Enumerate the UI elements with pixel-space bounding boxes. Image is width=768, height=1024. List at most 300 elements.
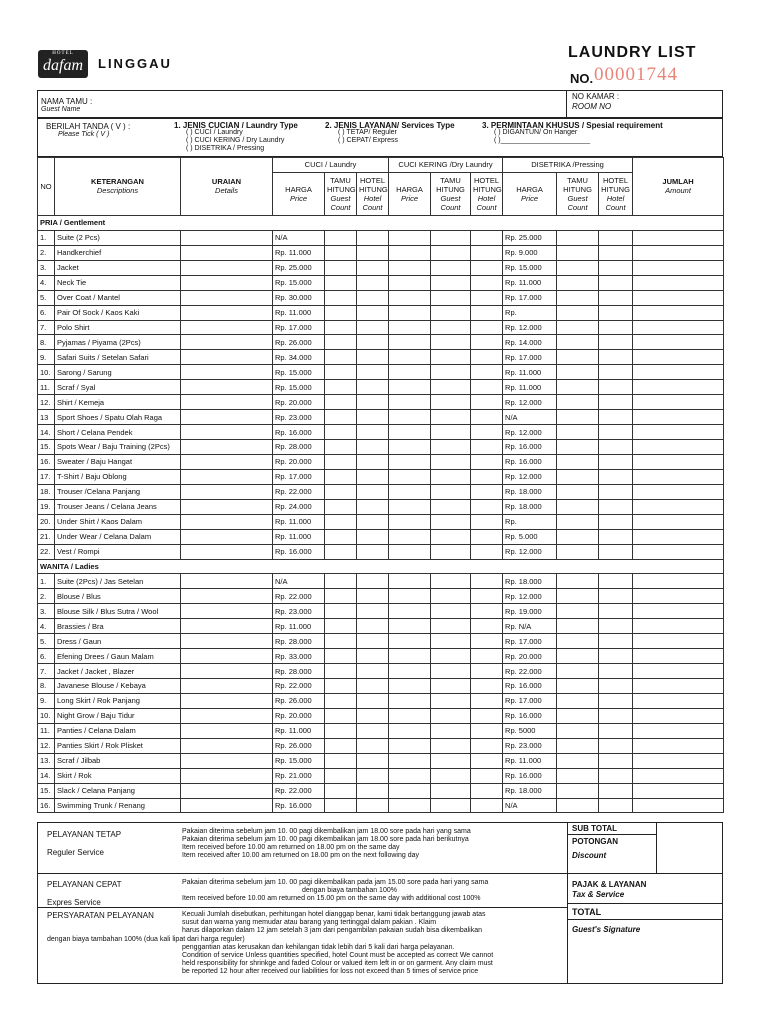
pressing-guest-count[interactable] — [557, 738, 599, 753]
dry-hotel-count[interactable] — [471, 589, 503, 604]
service-type-option[interactable]: ( ) TETAP/ Reguler — [338, 129, 397, 136]
pressing-hotel-count[interactable] — [599, 410, 633, 425]
pressing-hotel-count[interactable] — [599, 320, 633, 335]
dry-guest-count[interactable] — [431, 753, 471, 768]
pressing-guest-count[interactable] — [557, 469, 599, 484]
laundry-guest-count[interactable] — [325, 469, 357, 484]
pressing-guest-count[interactable] — [557, 574, 599, 589]
pressing-hotel-count[interactable] — [599, 484, 633, 499]
laundry-hotel-count[interactable] — [357, 604, 389, 619]
dry-hotel-count[interactable] — [471, 664, 503, 679]
laundry-hotel-count[interactable] — [357, 768, 389, 783]
laundry-hotel-count[interactable] — [357, 634, 389, 649]
laundry-guest-count[interactable] — [325, 395, 357, 410]
details-cell[interactable] — [181, 708, 273, 723]
dry-hotel-count[interactable] — [471, 305, 503, 320]
laundry-guest-count[interactable] — [325, 365, 357, 380]
laundry-hotel-count[interactable] — [357, 290, 389, 305]
laundry-guest-count[interactable] — [325, 574, 357, 589]
details-cell[interactable] — [181, 768, 273, 783]
details-cell[interactable] — [181, 649, 273, 664]
amount-cell[interactable] — [633, 425, 724, 440]
dry-hotel-count[interactable] — [471, 604, 503, 619]
amount-cell[interactable] — [633, 514, 724, 529]
dry-hotel-count[interactable] — [471, 783, 503, 798]
pressing-guest-count[interactable] — [557, 410, 599, 425]
amount-cell[interactable] — [633, 499, 724, 514]
dry-guest-count[interactable] — [431, 708, 471, 723]
laundry-guest-count[interactable] — [325, 634, 357, 649]
dry-hotel-count[interactable] — [471, 425, 503, 440]
amount-cell[interactable] — [633, 260, 724, 275]
pressing-guest-count[interactable] — [557, 753, 599, 768]
pressing-hotel-count[interactable] — [599, 529, 633, 544]
amount-cell[interactable] — [633, 305, 724, 320]
laundry-hotel-count[interactable] — [357, 440, 389, 455]
amount-cell[interactable] — [633, 574, 724, 589]
dry-hotel-count[interactable] — [471, 634, 503, 649]
dry-hotel-count[interactable] — [471, 245, 503, 260]
amount-cell[interactable] — [633, 753, 724, 768]
amount-cell[interactable] — [633, 230, 724, 245]
amount-cell[interactable] — [633, 335, 724, 350]
dry-guest-count[interactable] — [431, 454, 471, 469]
laundry-hotel-count[interactable] — [357, 454, 389, 469]
laundry-guest-count[interactable] — [325, 320, 357, 335]
laundry-hotel-count[interactable] — [357, 664, 389, 679]
details-cell[interactable] — [181, 679, 273, 694]
dry-guest-count[interactable] — [431, 589, 471, 604]
dry-guest-count[interactable] — [431, 365, 471, 380]
laundry-hotel-count[interactable] — [357, 365, 389, 380]
dry-hotel-count[interactable] — [471, 320, 503, 335]
pressing-guest-count[interactable] — [557, 260, 599, 275]
details-cell[interactable] — [181, 335, 273, 350]
details-cell[interactable] — [181, 798, 273, 813]
dry-guest-count[interactable] — [431, 649, 471, 664]
laundry-guest-count[interactable] — [325, 544, 357, 559]
laundry-guest-count[interactable] — [325, 798, 357, 813]
amount-cell[interactable] — [633, 275, 724, 290]
pressing-hotel-count[interactable] — [599, 798, 633, 813]
laundry-guest-count[interactable] — [325, 499, 357, 514]
dry-guest-count[interactable] — [431, 693, 471, 708]
laundry-hotel-count[interactable] — [357, 320, 389, 335]
dry-guest-count[interactable] — [431, 395, 471, 410]
amount-cell[interactable] — [633, 664, 724, 679]
pressing-hotel-count[interactable] — [599, 708, 633, 723]
amount-cell[interactable] — [633, 454, 724, 469]
dry-hotel-count[interactable] — [471, 350, 503, 365]
pressing-guest-count[interactable] — [557, 649, 599, 664]
dry-hotel-count[interactable] — [471, 679, 503, 694]
amount-cell[interactable] — [633, 783, 724, 798]
guest-signature-field[interactable] — [570, 936, 720, 980]
dry-hotel-count[interactable] — [471, 574, 503, 589]
pressing-hotel-count[interactable] — [599, 738, 633, 753]
laundry-hotel-count[interactable] — [357, 395, 389, 410]
pressing-hotel-count[interactable] — [599, 783, 633, 798]
amount-cell[interactable] — [633, 589, 724, 604]
pressing-guest-count[interactable] — [557, 544, 599, 559]
laundry-guest-count[interactable] — [325, 410, 357, 425]
laundry-hotel-count[interactable] — [357, 619, 389, 634]
laundry-hotel-count[interactable] — [357, 469, 389, 484]
pressing-guest-count[interactable] — [557, 514, 599, 529]
laundry-type-option[interactable]: ( ) CUCI / Laundry — [186, 129, 243, 136]
laundry-hotel-count[interactable] — [357, 484, 389, 499]
laundry-guest-count[interactable] — [325, 454, 357, 469]
laundry-hotel-count[interactable] — [357, 783, 389, 798]
amount-cell[interactable] — [633, 410, 724, 425]
laundry-guest-count[interactable] — [325, 335, 357, 350]
laundry-hotel-count[interactable] — [357, 499, 389, 514]
pressing-hotel-count[interactable] — [599, 664, 633, 679]
pressing-guest-count[interactable] — [557, 723, 599, 738]
amount-cell[interactable] — [633, 768, 724, 783]
dry-hotel-count[interactable] — [471, 469, 503, 484]
dry-guest-count[interactable] — [431, 634, 471, 649]
laundry-guest-count[interactable] — [325, 604, 357, 619]
pressing-hotel-count[interactable] — [599, 589, 633, 604]
dry-guest-count[interactable] — [431, 619, 471, 634]
laundry-guest-count[interactable] — [325, 275, 357, 290]
details-cell[interactable] — [181, 425, 273, 440]
dry-hotel-count[interactable] — [471, 454, 503, 469]
pressing-hotel-count[interactable] — [599, 380, 633, 395]
dry-guest-count[interactable] — [431, 230, 471, 245]
details-cell[interactable] — [181, 693, 273, 708]
details-cell[interactable] — [181, 753, 273, 768]
dry-hotel-count[interactable] — [471, 230, 503, 245]
details-cell[interactable] — [181, 245, 273, 260]
laundry-guest-count[interactable] — [325, 380, 357, 395]
dry-hotel-count[interactable] — [471, 395, 503, 410]
dry-guest-count[interactable] — [431, 469, 471, 484]
details-cell[interactable] — [181, 454, 273, 469]
dry-hotel-count[interactable] — [471, 365, 503, 380]
pressing-hotel-count[interactable] — [599, 649, 633, 664]
laundry-guest-count[interactable] — [325, 723, 357, 738]
laundry-guest-count[interactable] — [325, 484, 357, 499]
pressing-guest-count[interactable] — [557, 365, 599, 380]
dry-guest-count[interactable] — [431, 260, 471, 275]
details-cell[interactable] — [181, 395, 273, 410]
dry-guest-count[interactable] — [431, 529, 471, 544]
pressing-guest-count[interactable] — [557, 484, 599, 499]
pressing-hotel-count[interactable] — [599, 634, 633, 649]
amount-cell[interactable] — [633, 634, 724, 649]
dry-guest-count[interactable] — [431, 544, 471, 559]
laundry-hotel-count[interactable] — [357, 260, 389, 275]
laundry-guest-count[interactable] — [325, 260, 357, 275]
dry-guest-count[interactable] — [431, 723, 471, 738]
laundry-hotel-count[interactable] — [357, 350, 389, 365]
amount-cell[interactable] — [633, 529, 724, 544]
laundry-guest-count[interactable] — [325, 738, 357, 753]
amount-cell[interactable] — [633, 798, 724, 813]
dry-hotel-count[interactable] — [471, 514, 503, 529]
laundry-guest-count[interactable] — [325, 753, 357, 768]
laundry-guest-count[interactable] — [325, 619, 357, 634]
pressing-guest-count[interactable] — [557, 604, 599, 619]
dry-hotel-count[interactable] — [471, 260, 503, 275]
laundry-hotel-count[interactable] — [357, 544, 389, 559]
dry-guest-count[interactable] — [431, 514, 471, 529]
dry-guest-count[interactable] — [431, 574, 471, 589]
amount-cell[interactable] — [633, 693, 724, 708]
laundry-hotel-count[interactable] — [357, 693, 389, 708]
laundry-hotel-count[interactable] — [357, 723, 389, 738]
guest-name-field[interactable] — [118, 96, 562, 114]
dry-hotel-count[interactable] — [471, 275, 503, 290]
pressing-guest-count[interactable] — [557, 425, 599, 440]
pressing-guest-count[interactable] — [557, 499, 599, 514]
dry-hotel-count[interactable] — [471, 708, 503, 723]
laundry-hotel-count[interactable] — [357, 708, 389, 723]
amount-cell[interactable] — [633, 469, 724, 484]
laundry-guest-count[interactable] — [325, 425, 357, 440]
dry-hotel-count[interactable] — [471, 753, 503, 768]
pressing-hotel-count[interactable] — [599, 365, 633, 380]
service-type-option[interactable]: ( ) CEPAT/ Express — [338, 137, 399, 144]
pressing-guest-count[interactable] — [557, 395, 599, 410]
details-cell[interactable] — [181, 738, 273, 753]
dry-guest-count[interactable] — [431, 245, 471, 260]
laundry-guest-count[interactable] — [325, 589, 357, 604]
dry-hotel-count[interactable] — [471, 693, 503, 708]
laundry-guest-count[interactable] — [325, 664, 357, 679]
details-cell[interactable] — [181, 365, 273, 380]
pressing-hotel-count[interactable] — [599, 679, 633, 694]
pressing-hotel-count[interactable] — [599, 305, 633, 320]
pressing-guest-count[interactable] — [557, 798, 599, 813]
details-cell[interactable] — [181, 260, 273, 275]
dry-guest-count[interactable] — [431, 350, 471, 365]
dry-hotel-count[interactable] — [471, 290, 503, 305]
pressing-hotel-count[interactable] — [599, 335, 633, 350]
details-cell[interactable] — [181, 529, 273, 544]
dry-hotel-count[interactable] — [471, 649, 503, 664]
pressing-hotel-count[interactable] — [599, 260, 633, 275]
amount-cell[interactable] — [633, 380, 724, 395]
details-cell[interactable] — [181, 604, 273, 619]
laundry-hotel-count[interactable] — [357, 410, 389, 425]
details-cell[interactable] — [181, 305, 273, 320]
pressing-guest-count[interactable] — [557, 589, 599, 604]
laundry-hotel-count[interactable] — [357, 589, 389, 604]
amount-cell[interactable] — [633, 320, 724, 335]
pressing-hotel-count[interactable] — [599, 604, 633, 619]
dry-guest-count[interactable] — [431, 380, 471, 395]
pressing-hotel-count[interactable] — [599, 753, 633, 768]
details-cell[interactable] — [181, 634, 273, 649]
laundry-hotel-count[interactable] — [357, 335, 389, 350]
pressing-guest-count[interactable] — [557, 634, 599, 649]
laundry-hotel-count[interactable] — [357, 798, 389, 813]
laundry-guest-count[interactable] — [325, 230, 357, 245]
laundry-guest-count[interactable] — [325, 649, 357, 664]
details-cell[interactable] — [181, 723, 273, 738]
pressing-guest-count[interactable] — [557, 693, 599, 708]
pressing-guest-count[interactable] — [557, 335, 599, 350]
laundry-hotel-count[interactable] — [357, 305, 389, 320]
dry-guest-count[interactable] — [431, 335, 471, 350]
dry-hotel-count[interactable] — [471, 738, 503, 753]
special-request-option[interactable]: ( )_______________________ — [494, 137, 591, 144]
laundry-guest-count[interactable] — [325, 529, 357, 544]
details-cell[interactable] — [181, 664, 273, 679]
dry-hotel-count[interactable] — [471, 723, 503, 738]
details-cell[interactable] — [181, 320, 273, 335]
amount-cell[interactable] — [633, 290, 724, 305]
dry-guest-count[interactable] — [431, 320, 471, 335]
pressing-guest-count[interactable] — [557, 454, 599, 469]
dry-guest-count[interactable] — [431, 305, 471, 320]
details-cell[interactable] — [181, 469, 273, 484]
pressing-guest-count[interactable] — [557, 320, 599, 335]
dry-guest-count[interactable] — [431, 738, 471, 753]
amount-cell[interactable] — [633, 738, 724, 753]
dry-guest-count[interactable] — [431, 275, 471, 290]
dry-hotel-count[interactable] — [471, 529, 503, 544]
pressing-guest-count[interactable] — [557, 529, 599, 544]
special-request-option[interactable]: ( ) DIGANTUN/ On Hanger — [494, 129, 578, 136]
amount-cell[interactable] — [633, 395, 724, 410]
dry-hotel-count[interactable] — [471, 619, 503, 634]
laundry-guest-count[interactable] — [325, 305, 357, 320]
laundry-hotel-count[interactable] — [357, 425, 389, 440]
amount-cell[interactable] — [633, 679, 724, 694]
dry-hotel-count[interactable] — [471, 544, 503, 559]
pressing-guest-count[interactable] — [557, 440, 599, 455]
dry-guest-count[interactable] — [431, 484, 471, 499]
dry-guest-count[interactable] — [431, 768, 471, 783]
amount-cell[interactable] — [633, 484, 724, 499]
details-cell[interactable] — [181, 544, 273, 559]
details-cell[interactable] — [181, 589, 273, 604]
pressing-hotel-count[interactable] — [599, 499, 633, 514]
pressing-guest-count[interactable] — [557, 619, 599, 634]
laundry-guest-count[interactable] — [325, 768, 357, 783]
dry-hotel-count[interactable] — [471, 335, 503, 350]
dry-hotel-count[interactable] — [471, 410, 503, 425]
details-cell[interactable] — [181, 499, 273, 514]
laundry-hotel-count[interactable] — [357, 230, 389, 245]
amount-cell[interactable] — [633, 544, 724, 559]
pressing-hotel-count[interactable] — [599, 395, 633, 410]
details-cell[interactable] — [181, 350, 273, 365]
amount-cell[interactable] — [633, 365, 724, 380]
laundry-hotel-count[interactable] — [357, 514, 389, 529]
laundry-guest-count[interactable] — [325, 350, 357, 365]
pressing-hotel-count[interactable] — [599, 469, 633, 484]
laundry-type-option[interactable]: ( ) DISETRIKA / Pressing — [186, 145, 265, 152]
amount-cell[interactable] — [633, 649, 724, 664]
dry-hotel-count[interactable] — [471, 380, 503, 395]
amount-cell[interactable] — [633, 619, 724, 634]
dry-hotel-count[interactable] — [471, 484, 503, 499]
laundry-hotel-count[interactable] — [357, 738, 389, 753]
details-cell[interactable] — [181, 619, 273, 634]
dry-guest-count[interactable] — [431, 664, 471, 679]
pressing-guest-count[interactable] — [557, 275, 599, 290]
laundry-hotel-count[interactable] — [357, 245, 389, 260]
laundry-guest-count[interactable] — [325, 783, 357, 798]
amount-cell[interactable] — [633, 723, 724, 738]
pressing-hotel-count[interactable] — [599, 574, 633, 589]
pressing-hotel-count[interactable] — [599, 454, 633, 469]
pressing-guest-count[interactable] — [557, 245, 599, 260]
laundry-guest-count[interactable] — [325, 708, 357, 723]
pressing-hotel-count[interactable] — [599, 619, 633, 634]
pressing-guest-count[interactable] — [557, 664, 599, 679]
laundry-hotel-count[interactable] — [357, 574, 389, 589]
pressing-guest-count[interactable] — [557, 783, 599, 798]
laundry-guest-count[interactable] — [325, 679, 357, 694]
pressing-hotel-count[interactable] — [599, 290, 633, 305]
details-cell[interactable] — [181, 440, 273, 455]
laundry-guest-count[interactable] — [325, 245, 357, 260]
pressing-guest-count[interactable] — [557, 290, 599, 305]
amount-cell[interactable] — [633, 708, 724, 723]
pressing-hotel-count[interactable] — [599, 230, 633, 245]
dry-guest-count[interactable] — [431, 410, 471, 425]
pressing-hotel-count[interactable] — [599, 440, 633, 455]
dry-guest-count[interactable] — [431, 290, 471, 305]
pressing-hotel-count[interactable] — [599, 544, 633, 559]
amount-cell[interactable] — [633, 440, 724, 455]
laundry-guest-count[interactable] — [325, 693, 357, 708]
laundry-hotel-count[interactable] — [357, 380, 389, 395]
pressing-hotel-count[interactable] — [599, 275, 633, 290]
pressing-guest-count[interactable] — [557, 708, 599, 723]
dry-guest-count[interactable] — [431, 440, 471, 455]
pressing-hotel-count[interactable] — [599, 768, 633, 783]
pressing-guest-count[interactable] — [557, 305, 599, 320]
laundry-guest-count[interactable] — [325, 290, 357, 305]
pressing-guest-count[interactable] — [557, 350, 599, 365]
dry-hotel-count[interactable] — [471, 499, 503, 514]
details-cell[interactable] — [181, 275, 273, 290]
pressing-guest-count[interactable] — [557, 230, 599, 245]
laundry-hotel-count[interactable] — [357, 275, 389, 290]
amount-cell[interactable] — [633, 245, 724, 260]
pressing-hotel-count[interactable] — [599, 693, 633, 708]
laundry-hotel-count[interactable] — [357, 529, 389, 544]
pressing-guest-count[interactable] — [557, 768, 599, 783]
dry-guest-count[interactable] — [431, 679, 471, 694]
laundry-hotel-count[interactable] — [357, 679, 389, 694]
dry-hotel-count[interactable] — [471, 768, 503, 783]
details-cell[interactable] — [181, 484, 273, 499]
dry-hotel-count[interactable] — [471, 798, 503, 813]
dry-guest-count[interactable] — [431, 783, 471, 798]
room-no-field[interactable] — [630, 92, 720, 114]
details-cell[interactable] — [181, 380, 273, 395]
details-cell[interactable] — [181, 514, 273, 529]
dry-guest-count[interactable] — [431, 499, 471, 514]
dry-guest-count[interactable] — [431, 798, 471, 813]
pressing-hotel-count[interactable] — [599, 723, 633, 738]
details-cell[interactable] — [181, 230, 273, 245]
dry-hotel-count[interactable] — [471, 440, 503, 455]
details-cell[interactable] — [181, 574, 273, 589]
pressing-hotel-count[interactable] — [599, 514, 633, 529]
pressing-guest-count[interactable] — [557, 679, 599, 694]
details-cell[interactable] — [181, 783, 273, 798]
laundry-hotel-count[interactable] — [357, 649, 389, 664]
